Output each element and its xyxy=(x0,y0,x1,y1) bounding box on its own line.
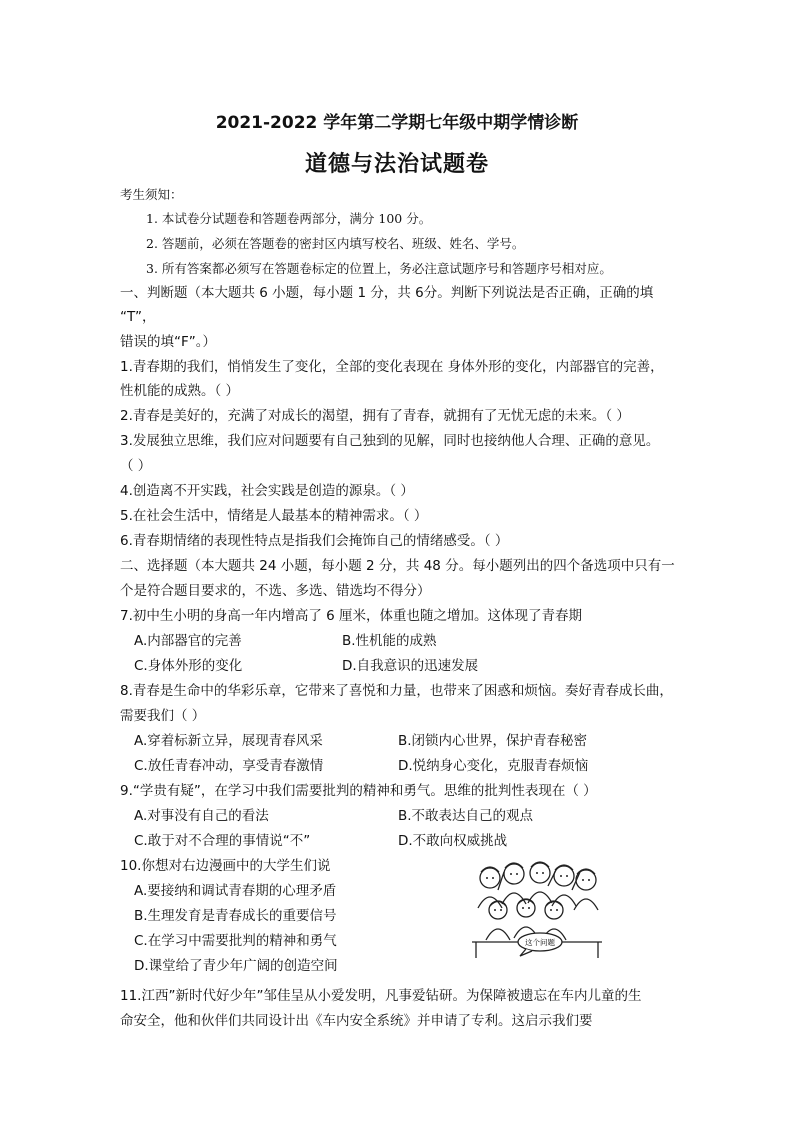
notice-heading: 考生须知： xyxy=(120,187,183,202)
q9-option-b: B.不敢表达自己的观点 xyxy=(398,808,534,824)
question-9: 9.“学贵有疑”，在学习中我们需要批判的精神和勇气。思维的批判性表现在（ ） xyxy=(120,783,597,799)
q10-option-a: A.要接纳和调试青春期的心理矛盾 xyxy=(134,883,337,899)
q7-option-a: A.内部器官的完善 xyxy=(134,633,242,649)
notice-item-1: 1. 本试卷分试题卷和答题卷两部分，满分 100 分。 xyxy=(146,211,432,226)
q9-option-a: A.对事没有自己的看法 xyxy=(134,808,269,824)
question-2: 2.青春是美好的，充满了对成长的渴望，拥有了青春，就拥有了无忧无虑的未来。（ ） xyxy=(120,408,630,424)
cartoon-speech-bubble: 这个问题 xyxy=(525,938,555,947)
students-cartoon-image xyxy=(468,860,606,960)
section2-heading-cont: 个是符合题目要求的，不选、多选、错选均不得分） xyxy=(120,583,431,599)
question-11-cont: 命安全，他和伙伴们共同设计出《车内安全系统》并申请了专利。这启示我们要 xyxy=(120,1013,593,1029)
section1-heading: 一、判断题（本大题共 6 小题，每小题 1 分，共 6分。判断下列说法是否正确，正确的填 xyxy=(120,285,654,301)
question-8: 8.青春是生命中的华彩乐章，它带来了喜悦和力量，也带来了困惑和烦恼。奏好青春成长曲， xyxy=(120,683,673,699)
question-1: 1.青春期的我们，悄悄发生了变化，全部的变化表现在 身体外形的变化，内部器官的完善， xyxy=(120,359,664,375)
q9-option-c: C.敢于对不合理的事情说“不” xyxy=(134,833,311,849)
q10-option-d: D.课堂给了青少年广阔的创造空间 xyxy=(134,958,338,974)
q9-option-d: D.不敢向权威挑战 xyxy=(398,833,508,849)
q7-option-c: C.身体外形的变化 xyxy=(134,658,243,674)
q10-option-b: B.生理发育是青春成长的重要信号 xyxy=(134,908,337,924)
question-6: 6.青春期情绪的表现性特点是指我们会掩饰自己的情绪感受。（ ） xyxy=(120,533,509,549)
notice-item-2: 2. 答题前，必须在答题卷的密封区内填写校名、班级、姓名、学号。 xyxy=(146,236,525,251)
q7-option-b: B.性机能的成熟 xyxy=(342,633,437,649)
question-10: 10.你想对右边漫画中的大学生们说 xyxy=(120,858,331,874)
q8-option-d: D.悦纳身心变化，克服青春烦恼 xyxy=(398,758,589,774)
notice-item-3: 3. 所有答案都必须写在答题卷标定的位置上，务必注意试题序号和答题序号相对应。 xyxy=(146,261,612,276)
exam-title: 2021-2022 学年第二学期七年级中期学情诊断 xyxy=(215,113,579,133)
question-7: 7.初中生小明的身高一年内增高了 6 厘米，体重也随之增加。这体现了青春期 xyxy=(120,608,583,624)
q8-option-b: B.闭锁内心世界，保护青春秘密 xyxy=(398,733,588,749)
section1-heading-cont: “T”， xyxy=(120,309,156,325)
q8-option-c: C.放任青春冲动，享受青春激情 xyxy=(134,758,324,774)
q10-option-c: C.在学习中需要批判的精神和勇气 xyxy=(134,933,337,949)
section2-heading: 二、选择题（本大题共 24 小题，每小题 2 分，共 48 分。每小题列出的四个备选项中只有一 xyxy=(120,558,675,574)
q8-option-a: A.穿着标新立异，展现青春风采 xyxy=(134,733,323,749)
question-3-cont: （ ） xyxy=(120,458,152,474)
question-1-cont: 性机能的成熟。（ ） xyxy=(120,383,240,399)
question-5: 5.在社会生活中，情绪是人最基本的精神需求。（ ） xyxy=(120,508,428,524)
question-8-cont: 需要我们（ ） xyxy=(120,708,206,724)
question-11: 11.江西”新时代好少年”邹佳呈从小爱发明，凡事爱钻研。为保障被遗忘在车内儿童的生 xyxy=(120,988,642,1004)
q7-option-d: D.自我意识的迅速发展 xyxy=(342,658,479,674)
question-4: 4.创造离不开实践，社会实践是创造的源泉。（ ） xyxy=(120,483,414,499)
section1-heading-cont2: 错误的填“F”。） xyxy=(120,334,217,350)
exam-subject-title: 道德与法治试题卷 xyxy=(304,152,489,177)
question-3: 3.发展独立思维，我们应对问题要有自己独到的见解，同时也接纳他人合理、正确的意见。 xyxy=(120,433,660,449)
